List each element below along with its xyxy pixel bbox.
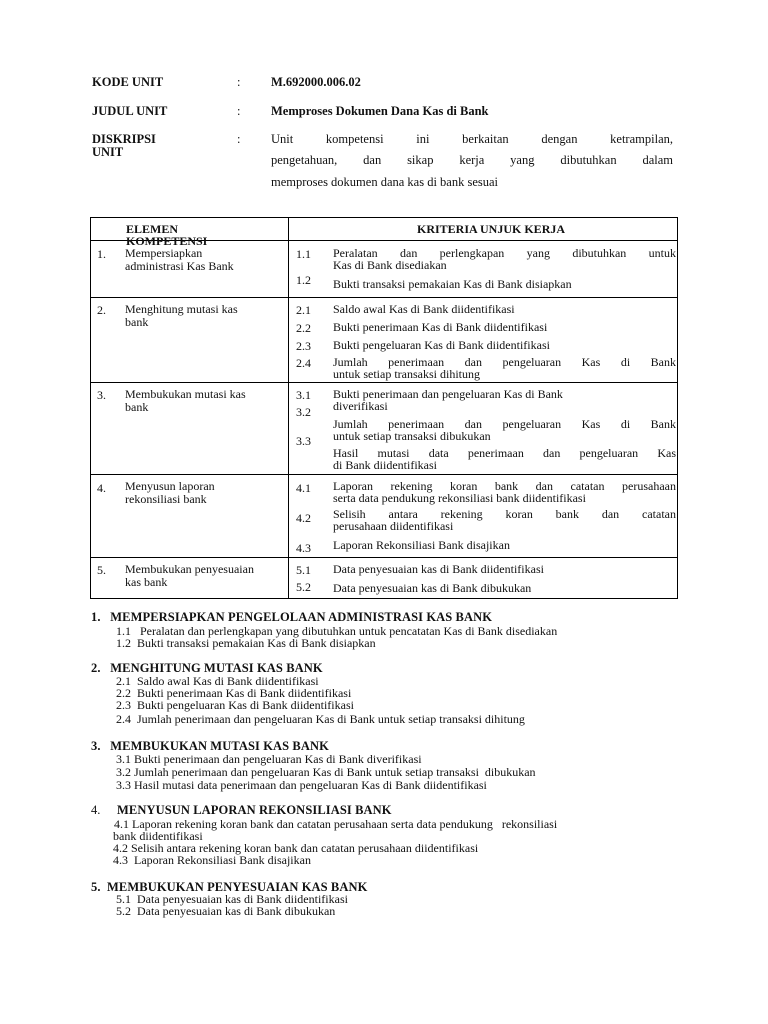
section-5-heading: 5. MEMBUKUKAN PENYESUAIAN KAS BANK: [91, 880, 368, 894]
criteria-5-1: Data penyesuaian kas di Bank diidentifikasi: [333, 562, 544, 576]
judul-unit-colon: :: [237, 104, 241, 118]
criteria-3-3: Hasil mutasi data penerimaan dan pengeluaran Kas di Bank diidentifikasi: [333, 446, 676, 472]
row-2-elemen: Menghitung mutasi kas bank: [125, 302, 238, 329]
criteria-2-1: Saldo awal Kas di Bank diidentifikasi: [333, 302, 515, 316]
section-2-heading: 2. MENGHITUNG MUTASI KAS BANK: [91, 661, 323, 675]
judul-unit-value: Memproses Dokumen Dana Kas di Bank: [271, 104, 489, 118]
row-5-number: 5.: [97, 563, 106, 577]
section-2-item-2: 2.2 Bukti penerimaan Kas di Bank diidentifikasi: [116, 686, 352, 700]
section-3-heading: 3. MEMBUKUKAN MUTASI KAS BANK: [91, 739, 329, 753]
criteria-2-3-number: 2.3: [296, 339, 311, 353]
criteria-4-1: Laporan rekening koran bank dan catatan perusahaan serta data pendukung rekonsiliasi bank diidentifikasi: [333, 479, 676, 505]
col-header-kuk: KRITERIA UNJUK KERJA: [417, 222, 566, 236]
criteria-3-3-number: 3.3: [296, 434, 311, 448]
criteria-2-3: Bukti pengeluaran Kas di Bank diidentifikasi: [333, 338, 550, 352]
deskripsi-line-3: memproses dokumen dana kas di bank sesuai: [271, 175, 499, 189]
criteria-1-2-number: 1.2: [296, 273, 311, 287]
criteria-3-2: Jumlah penerimaan dan pengeluaran Kas di Bank untuk setiap transaksi dibukukan: [333, 417, 676, 443]
section-5-item-1: 5.1 Data penyesuaian kas di Bank diidentifikasi: [116, 892, 348, 906]
section-3-item-3: 3.3 Hasil mutasi data penerimaan dan pengeluaran Kas di Bank diidentifikasi: [116, 778, 487, 792]
section-2-item-4: 2.4 Jumlah penerimaan dan pengeluaran Kas di Bank untuk setiap transaksi dihitung: [116, 712, 525, 726]
deskripsi-label: DISKRIPSI: [92, 132, 156, 146]
section-4-heading-number: 4.: [91, 803, 101, 817]
row-4-number: 4.: [97, 481, 106, 495]
section-3-item-1: 3.1 Bukti penerimaan dan pengeluaran Kas di Bank diverifikasi: [116, 752, 422, 766]
section-4-item-1-cont: bank diidentifikasi: [113, 829, 203, 843]
deskripsi-label-unit: UNIT: [92, 145, 124, 159]
row-4-elemen: Menyusun laporan rekonsiliasi bank: [125, 479, 215, 506]
row-5-elemen: Membukukan penyesuaian kas bank: [125, 562, 254, 589]
col-header-elemen: ELEMEN KOMPETENSI: [126, 222, 208, 248]
row-3-elemen: Membukukan mutasi kas bank: [125, 387, 246, 414]
section-5-item-2: 5.2 Data penyesuaian kas di Bank dibukukan: [116, 904, 336, 918]
row-1-number: 1.: [97, 247, 106, 261]
criteria-3-1-number: 3.1: [296, 388, 311, 402]
criteria-2-2: Bukti penerimaan Kas di Bank diidentifikasi: [333, 320, 548, 334]
deskripsi-line-1: Unit kompetensi ini berkaitan dengan ketrampilan,: [271, 132, 673, 146]
judul-unit-label: JUDUL UNIT: [92, 104, 168, 118]
row-3-number: 3.: [97, 388, 106, 402]
criteria-5-2-number: 5.2: [296, 580, 311, 594]
criteria-5-1-number: 5.1: [296, 563, 311, 577]
section-1-heading: 1. MEMPERSIAPKAN PENGELOLAAN ADMINISTRASI KAS BANK: [91, 610, 493, 624]
kode-unit-colon: :: [237, 75, 241, 89]
criteria-2-4: Jumlah penerimaan dan pengeluaran Kas di Bank untuk setiap transaksi dihitung: [333, 355, 676, 381]
criteria-4-1-number: 4.1: [296, 481, 311, 495]
row-1-elemen: Mempersiapkan administrasi Kas Bank: [125, 246, 234, 273]
section-2-item-3: 2.3 Bukti pengeluaran Kas di Bank diidentifikasi: [116, 698, 354, 712]
criteria-1-1-number: 1.1: [296, 247, 311, 261]
deskripsi-colon: :: [237, 132, 241, 146]
section-3-item-2: 3.2 Jumlah penerimaan dan pengeluaran Kas di Bank untuk setiap transaksi dibukukan: [116, 765, 536, 779]
section-4-item-2: 4.2 Selisih antara rekening koran bank dan catatan perusahaan diidentifikasi: [113, 841, 479, 855]
criteria-4-2-number: 4.2: [296, 511, 311, 525]
criteria-3-2-number: 3.2: [296, 405, 311, 419]
criteria-2-4-number: 2.4: [296, 356, 311, 370]
kode-unit-label: KODE UNIT: [92, 75, 164, 89]
section-4-item-3: 4.3 Laporan Rekonsiliasi Bank disajikan: [113, 853, 311, 867]
criteria-2-2-number: 2.2: [296, 321, 311, 335]
criteria-4-3-number: 4.3: [296, 541, 311, 555]
criteria-4-3: Laporan Rekonsiliasi Bank disajikan: [333, 538, 510, 552]
section-4-heading: MENYUSUN LAPORAN REKONSILIASI BANK: [117, 803, 392, 817]
row-2-number: 2.: [97, 303, 106, 317]
criteria-4-2: Selisih antara rekening koran bank dan catatan perusahaan diidentifikasi: [333, 507, 676, 533]
criteria-3-1: Bukti penerimaan dan pengeluaran Kas di Bank diverifikasi: [333, 387, 563, 413]
criteria-2-1-number: 2.1: [296, 303, 311, 317]
criteria-5-2: Data penyesuaian kas di Bank dibukukan: [333, 581, 532, 595]
section-1-item-2: 1.2 Bukti transaksi pemakaian Kas di Bank disiapkan: [116, 636, 376, 650]
kode-unit-value: M.692000.006.02: [271, 75, 361, 89]
section-4-item-1: 4.1 Laporan rekening koran bank dan catatan perusahaan serta data pendukung rekonsiliasi: [114, 817, 558, 831]
criteria-1-2: Bukti transaksi pemakaian Kas di Bank disiapkan: [333, 277, 572, 291]
section-2-item-1: 2.1 Saldo awal Kas di Bank diidentifikasi: [116, 674, 319, 688]
criteria-1-1: Peralatan dan perlengkapan yang dibutuhkan untuk Kas di Bank disediakan: [333, 246, 676, 272]
section-1-item-1: 1.1 Peralatan dan perlengkapan yang dibutuhkan untuk pencatatan Kas di Bank disediakan: [116, 624, 558, 638]
deskripsi-line-2: pengetahuan, dan sikap kerja yang dibutuhkan dalam: [271, 153, 673, 167]
